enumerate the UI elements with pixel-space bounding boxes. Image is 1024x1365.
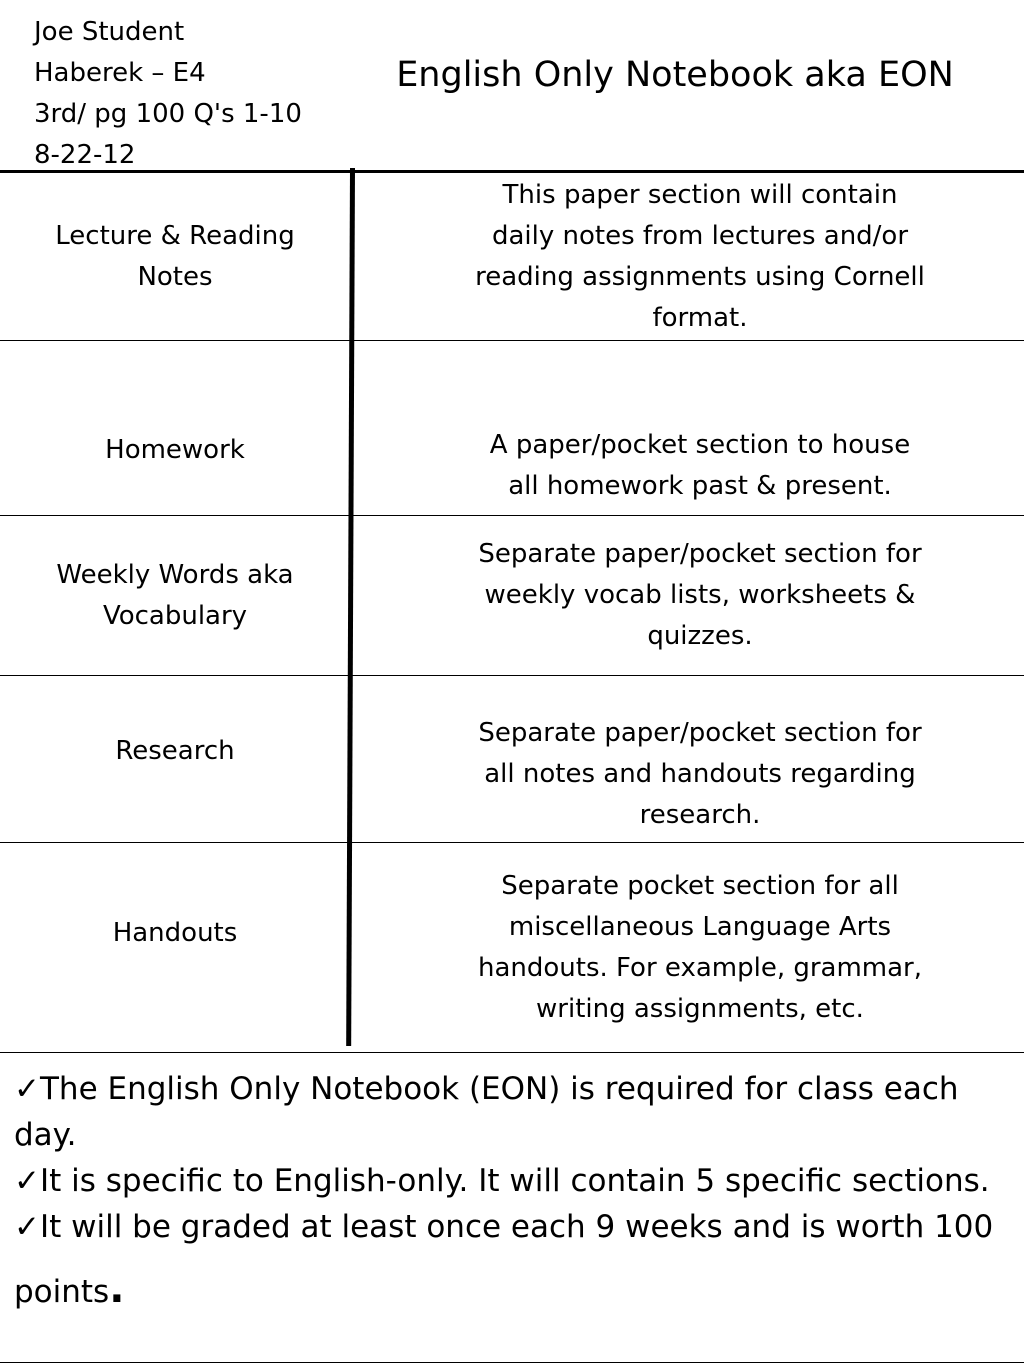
description-line: A paper/pocket section to house xyxy=(489,429,911,460)
description-line: miscellaneous Language Arts xyxy=(508,911,892,942)
label-line: Handouts xyxy=(112,917,238,948)
section-label-handouts xyxy=(0,843,350,1023)
requirement-continuation: points. xyxy=(14,1266,125,1312)
section-label-research xyxy=(0,676,350,826)
description-line: all notes and handouts regarding xyxy=(484,758,916,789)
description-line: This paper section will contain xyxy=(502,180,898,210)
description-line: handouts. For example, grammar, xyxy=(477,952,923,983)
student-name: Joe Student xyxy=(34,17,185,47)
date: 8-22-12 xyxy=(34,140,136,170)
label-line: Notes xyxy=(137,262,213,292)
description-line: writing assignments, etc. xyxy=(536,993,864,1024)
section-label-lecture-notes xyxy=(0,174,350,340)
description-line: quizzes. xyxy=(647,621,753,651)
checkmark-icon: ✓ xyxy=(14,1071,40,1107)
requirement-item: ✓It is specific to English-only. It will contain 5 specific sections. xyxy=(14,1163,990,1199)
label-line: Weekly Words aka xyxy=(56,559,294,590)
label-line: Research xyxy=(115,735,235,766)
footer-rule xyxy=(0,1362,1024,1363)
section-description-lecture-notes xyxy=(430,174,970,340)
label-line: Vocabulary xyxy=(102,600,248,631)
page-title: English Only Notebook aka EON xyxy=(396,55,954,95)
class-period: Haberek – E4 xyxy=(34,58,206,88)
description-line: daily notes from lectures and/or xyxy=(491,221,909,251)
row-divider xyxy=(0,1052,1024,1053)
requirement-item: ✓The English Only Notebook (EON) is required for class each day. xyxy=(14,1071,959,1153)
description-line: Separate paper/pocket section for xyxy=(478,539,922,569)
description-line: research. xyxy=(639,799,761,830)
description-line: all homework past & present. xyxy=(508,470,892,501)
section-description-vocabulary xyxy=(430,516,970,675)
description-line: weekly vocab lists, worksheets & xyxy=(484,580,916,610)
section-description-handouts xyxy=(430,843,970,1052)
label-line: Lecture & Reading xyxy=(55,221,295,251)
checkmark-icon: ✓ xyxy=(14,1209,40,1245)
student-header xyxy=(34,12,354,176)
label-line: Homework xyxy=(105,435,245,465)
description-line: reading assignments using Cornell xyxy=(475,262,925,292)
checkmark-icon: ✓ xyxy=(14,1163,40,1199)
assignment-ref: 3rd/ pg 100 Q's 1-10 xyxy=(34,99,302,129)
description-line: Separate paper/pocket section for xyxy=(478,717,922,748)
header-rule xyxy=(0,170,1024,173)
requirements-list xyxy=(14,1066,1014,1250)
requirement-item: ✓It will be graded at least once each 9 weeks and is worth 100 xyxy=(14,1209,994,1245)
description-line: format. xyxy=(652,303,748,333)
section-label-vocabulary xyxy=(0,516,350,675)
description-line: Separate pocket section for all xyxy=(501,870,899,901)
